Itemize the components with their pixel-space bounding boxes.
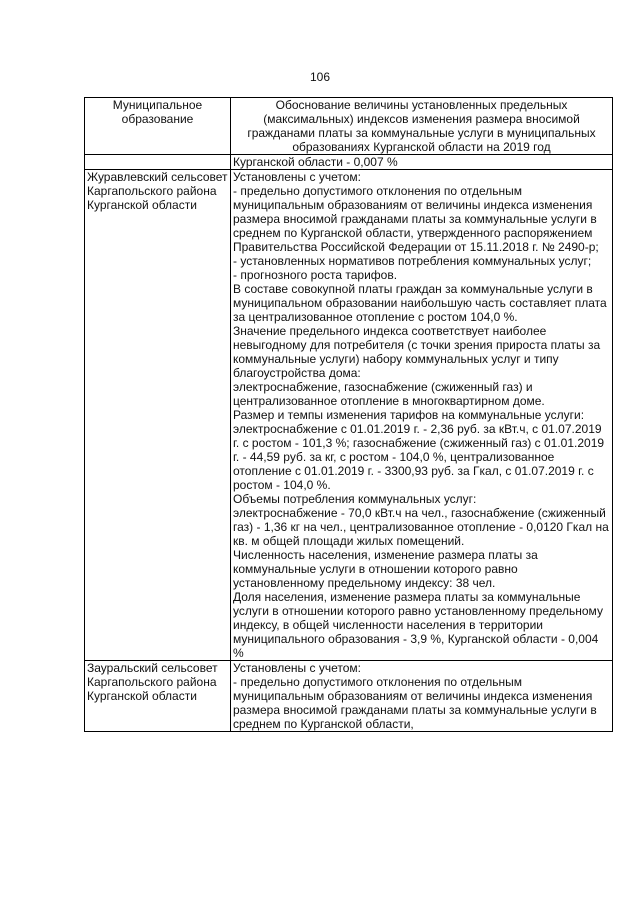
text-line: В составе совокупной платы граждан за коммунальные услуги в муниципальном образовании наибольшую часть составляет плата за централизованное отопление с ростом 104,0 %.: [233, 282, 607, 324]
text-line: электроснабжение, газоснабжение (сжиженный газ) и централизованное отопление в многоквартирном доме.: [233, 380, 545, 408]
table-row: [85, 661, 613, 732]
text-line: электроснабжение с 01.01.2019 г. - 2,36 руб. за кВт.ч, с 01.07.2019 г. с ростом - 101,3 %; газоснабжение (сжиженный газ) с 01.01.2019 г. - 44,59 руб. за кг, с ростом - 104,0 %, централизованное отопление с 01.01.2019 г. - 3300,93 руб. за Гкал, с 01.07.2019 г. с ростом - 104,0 %.: [233, 422, 605, 492]
table-row: [85, 170, 613, 661]
municipality-name: Зауральский сельсовет Каргапольского района Курганской области: [85, 661, 231, 732]
page-number: 106: [309, 70, 331, 84]
municipality-name: Журавлевский сельсовет Каргапольского района Курганской области: [85, 170, 231, 661]
header-justification: Обоснование величины установленных предельных (максимальных) индексов изменения размера вносимой гражданами платы за коммунальные услуги в муниципальных образованиях Курганской области на 2019 год: [231, 98, 613, 155]
text-line: Доля населения, изменение размера платы за коммунальные услуги в отношении которого равно установленному предельному индексу, в общей численности населения в территории муниципального образования - 3,9 %, Курганской области - 0,004 %: [233, 590, 603, 660]
text-line: Размер и темпы изменения тарифов на коммунальные услуги:: [233, 408, 585, 422]
text-line: Объемы потребления коммунальных услуг:: [233, 492, 477, 506]
text-line: Установлены с учетом:: [233, 661, 361, 675]
text-line: электроснабжение - 70,0 кВт.ч на чел., газоснабжение (сжиженный газ) - 1,36 кг на чел., централизованное отопление - 0,0120 Гкал на кв. м общей площади жилых помещений.: [233, 506, 609, 548]
text-line: Значение предельного индекса соответствует наиболее невыгодному для потребителя (с точки зрения прироста платы за коммунальные услуги) набору коммунальных услуг и типу благоустройства дома:: [233, 324, 601, 380]
text-line: - предельно допустимого отклонения по отдельным муниципальным образованиям от величины индекса изменения размера вносимой гражданами платы за коммунальные услуги в среднем по Курганской области, утвержденного распоряжением Правительства Российской Федерации от 15.11.2018 г. № 2490-р;: [233, 184, 599, 254]
justification-table: [84, 97, 613, 732]
justification-text: [231, 170, 613, 661]
continuation-row: [85, 155, 613, 170]
text-line: - прогнозного роста тарифов.: [233, 268, 398, 282]
justification-text: [231, 661, 613, 732]
table-header-row: [85, 98, 613, 155]
header-municipality: Муниципальное образование: [85, 98, 231, 155]
text-line: - установленных нормативов потребления коммунальных услуг;: [233, 254, 592, 268]
text-line: - предельно допустимого отклонения по отдельным муниципальным образованиям от величины индекса изменения размера вносимой гражданами платы за коммунальные услуги в среднем по Курганской области,: [233, 675, 597, 731]
text-line: Численность населения, изменение размера платы за коммунальные услуги в отношении которого равно установленному предельному индексу: 38 чел.: [233, 548, 538, 590]
text-line: Установлены с учетом:: [233, 170, 361, 184]
continuation-empty-cell: [85, 155, 231, 170]
continuation-text: Курганской области - 0,007 %: [231, 155, 613, 170]
